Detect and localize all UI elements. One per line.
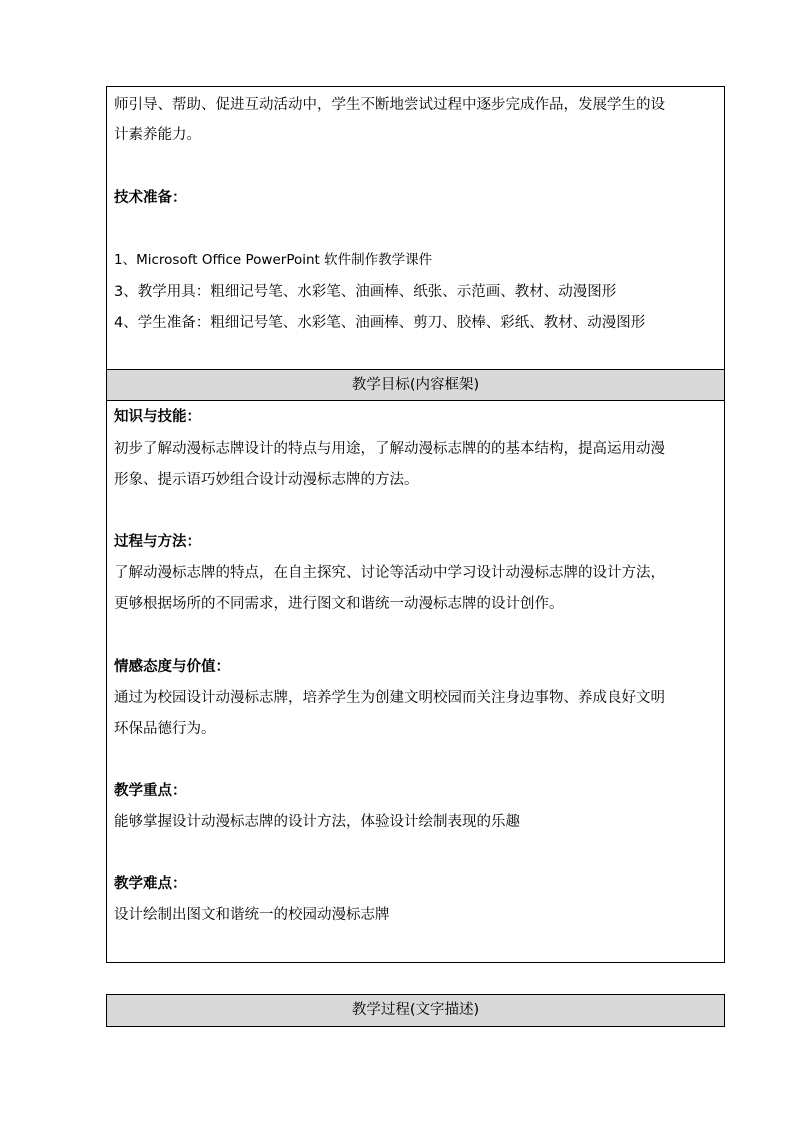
process-text: 更够根据场所的不同需求，进行图文和谐统一动漫标志牌的设计创作。 [114, 596, 564, 612]
key-point-text: 能够掌握设计动漫标志牌的设计方法，体验设计绘制表现的乐趣 [114, 814, 520, 830]
knowledge-text: 初步了解动漫标志牌设计的特点与用途，了解动漫标志牌的的基本结构，提高运用动漫 [114, 441, 665, 457]
tech-item: 4、学生准备：粗细记号笔、水彩笔、油画棒、剪刀、胶棒、彩纸、教材、动漫图形 [114, 315, 646, 331]
tech-item: 3、教学用具：粗细记号笔、水彩笔、油画棒、纸张、示范画、教材、动漫图形 [114, 284, 617, 300]
intro-line: 师引导、帮助、促进互动活动中，学生不断地尝试过程中逐步完成作品，发展学生的设 [114, 97, 665, 113]
goals-header: 教学目标(内容框架) [107, 369, 724, 401]
knowledge-title: 知识与技能： [114, 409, 201, 425]
process-title: 过程与方法： [114, 534, 201, 550]
lesson-plan-table [106, 86, 725, 963]
emotion-text: 通过为校园设计动漫标志牌，培养学生为创建文明校园而关注身边事物、养成良好文明 [114, 690, 665, 706]
tech-prep-title: 技术准备： [114, 190, 187, 206]
emotion-text: 环保品德行为。 [114, 721, 216, 737]
tech-item: 1、Microsoft Office PowerPoint 软件制作教学课件 [114, 252, 433, 268]
emotion-title: 情感态度与价值： [114, 659, 230, 675]
key-point-title: 教学重点： [114, 783, 187, 799]
process-text: 了解动漫标志牌的特点，在自主探究、讨论等活动中学习设计动漫标志牌的设计方法， [114, 565, 665, 581]
intro-line: 计素养能力。 [114, 127, 201, 143]
difficulty-text: 设计绘制出图文和谐统一的校园动漫标志牌 [114, 907, 390, 923]
knowledge-text: 形象、提示语巧妙组合设计动漫标志牌的方法。 [114, 472, 419, 488]
difficulty-title: 教学难点： [114, 876, 187, 892]
process-header: 教学过程(文字描述) [106, 994, 725, 1027]
